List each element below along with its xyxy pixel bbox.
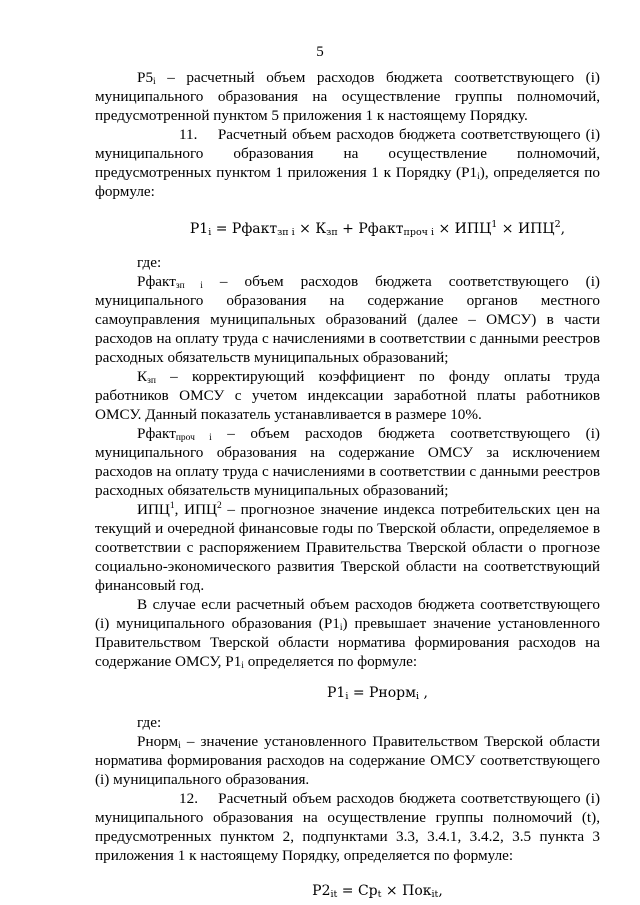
definition-text: – корректирующий коэффициент по фонду оплаты труда работников ОМСУ с учетом индексации заработной платы работников ОМСУ. Данный показатель устанавливается в размере 10%. (95, 368, 600, 423)
formula-term: × Пок (381, 883, 432, 899)
formula-lhs: Р1 (189, 221, 209, 237)
paragraph-text: В случае если расчетный объем расходов бюджета соответствующего (i) муниципального образования (Р1 (95, 596, 600, 632)
definition-text: – прогнозное значение индекса потребительских цен на текущий и очередной финансовые годы по Тверской области, определяемое в соответствии с распоряжением Правительства Тверской области о прогнозе социально-экономического развития Тверской области на соответствующий финансовый год. (95, 501, 601, 594)
formula-term: , (560, 221, 566, 237)
formula-p1-norm (95, 684, 600, 703)
where-label: где: (137, 254, 162, 271)
definition-text: – объем расходов бюджета соответствующего (i) муниципального образования на содержание ОМСУ за исключением расходов на оплату труда с начислениями в соответствии с данными реестров расходных обязательств муниципальных образований; (95, 425, 600, 499)
paragraph-rfakt-zp-definition (95, 272, 600, 367)
symbol: , ИПЦ (174, 501, 218, 518)
subscript: i (153, 77, 156, 87)
paragraph-text: ) превышает значение установленного Правительством Тверской области норматива формирования расходов на содержание ОМСУ, Р1 (95, 615, 600, 670)
symbol: ИПЦ (137, 501, 170, 518)
paragraph-item-12 (95, 789, 600, 865)
subscript: i (339, 623, 343, 633)
page-number: 5 (316, 44, 324, 60)
subscript: it (330, 889, 338, 900)
item-number: 11. (179, 126, 198, 143)
subscript: проч i (403, 227, 435, 238)
definition-text: – значение установленного Правительством Тверской области норматива формирования расходов на содержание ОМСУ соответствующего (i) муниципального образования. (95, 733, 600, 788)
subscript: i (416, 691, 420, 702)
paragraph-item-11 (95, 125, 600, 201)
document-body (95, 68, 600, 901)
subscript: i (208, 227, 212, 238)
paragraph-rnorm-definition (95, 732, 600, 789)
item-text: Расчетный объем расходов бюджета соответствующего (i) муниципального образования на осуществление полномочий, предусмотренных пунктом 1 приложения 1 к Порядку (Р1 (95, 126, 601, 181)
subscript: зп (326, 227, 338, 238)
subscript: проч i (175, 433, 212, 443)
symbol: К (137, 368, 148, 385)
symbol: Рфакт (137, 425, 176, 442)
paragraph-kzp-definition (95, 367, 600, 424)
formula-term: = Рнорм (348, 685, 417, 701)
superscript: 2 (554, 219, 561, 230)
formula-lhs: Р2 (312, 883, 331, 899)
formula-term: = Рфакт (211, 221, 278, 237)
superscript: 1 (491, 219, 498, 230)
formula-term: × ИПЦ (434, 221, 492, 237)
where-label: где: (137, 714, 162, 731)
subscript: i (241, 661, 244, 671)
formula-p2 (95, 882, 600, 901)
subscript: зп i (277, 227, 295, 238)
symbol-p5: Р5 (137, 69, 154, 86)
paragraph-ipc-definition (95, 500, 600, 595)
formula-term: = Ср (337, 883, 378, 899)
formula-term: , (438, 883, 443, 899)
paragraph-text: определяется по формуле: (243, 653, 418, 670)
symbol: Рфакт (137, 273, 176, 290)
superscript: 1 (169, 501, 175, 511)
subscript: t (377, 889, 382, 900)
formula-term: , (419, 685, 428, 701)
subscript: i (345, 691, 349, 702)
formula-term: × К (294, 221, 327, 237)
superscript: 2 (217, 501, 222, 511)
subscript: зп (147, 376, 156, 386)
formula-term: + Рфакт (337, 221, 404, 237)
subscript: зп i (175, 281, 203, 291)
subscript: i (178, 741, 181, 751)
definition-text: – расчетный объем расходов бюджета соответствующего (i) муниципального образования на осуществление группы полномочий, предусмотренной пунктом 5 приложения 1 к настоящему Порядку. (95, 69, 600, 124)
definition-text: – объем расходов бюджета соответствующего (i) муниципального образования на содержание органов местного самоуправления муниципальных образований (далее – ОМСУ) в части расходов на оплату труда с начислениями в соответствии с данными реестров расходных обязательств муниципальных образований; (95, 273, 600, 366)
paragraph-case (95, 595, 600, 671)
item-text: Расчетный объем расходов бюджета соответствующего (i) муниципального образования на осуществление группы полномочий (t), предусмотренных пунктом 2, подпунктами 3.3, 3.4.1, 3.4.2, 3.5 пункта 3 приложения 1 к настоящему Порядку, определяется по формуле: (95, 790, 601, 864)
formula-term: × ИПЦ (497, 221, 555, 237)
paragraph-p5-definition (95, 68, 600, 125)
subscript: i (477, 172, 480, 182)
subscript: it (431, 889, 439, 900)
formula-lhs: Р1 (327, 685, 346, 701)
item-text-tail: ), определяется по формуле: (95, 164, 600, 200)
symbol: Рнорм (137, 733, 179, 750)
paragraph-rfakt-proch-definition (95, 424, 600, 500)
formula-p1 (95, 220, 600, 239)
item-number: 12. (179, 790, 198, 807)
